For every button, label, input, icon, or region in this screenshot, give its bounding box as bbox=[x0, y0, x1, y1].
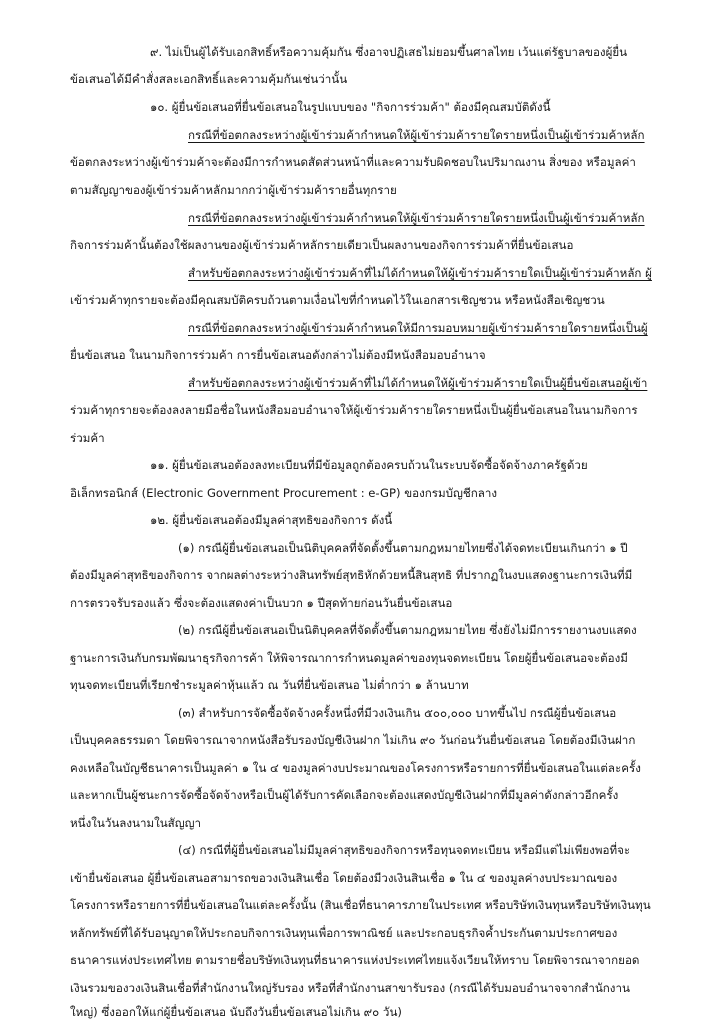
clause-12-item-4-line-6: เงินรวมของวงเงินสินเชื่อที่สำนักงานใหญ่รับรอง หรือที่สำนักงานสาขารับรอง (กรณีได้รับมอบอำนาจจากสำนักงาน bbox=[70, 981, 630, 995]
clause-9-line-2: ข้อเสนอได้มีคำสั่งสละเอกสิทธิ์และความคุ้มกันเช่นว่านั้น bbox=[70, 72, 348, 86]
clause-12-heading: ๑๒. ผู้ยื่นข้อเสนอต้องมีมูลค่าสุทธิของกิจการ ดังนี้ bbox=[150, 513, 393, 527]
clause-10-para-1-line-3: ตามสัญญาของผู้เข้าร่วมค้าหลักมากกว่าผู้เข้าร่วมค้ารายอื่นทุกราย bbox=[70, 183, 397, 197]
clause-9-line-1: ๙. ไม่เป็นผู้ได้รับเอกสิทธิ์หรือความคุ้มกัน ซึ่งอาจปฏิเสธไม่ยอมขึ้นศาลไทย เว้นแต่รัฐบาลของผู้ยื่น bbox=[150, 45, 628, 59]
clause-11-line-2: อิเล็กทรอนิกส์ (Electronic Government Procurement : e-GP) ของกรมบัญชีกลาง bbox=[70, 486, 498, 500]
clause-12-item-3-line-4: และหากเป็นผู้ชนะการจัดซื้อจัดจ้างหรือเป็นผู้ได้รับการคัดเลือกจะต้องแสดงบัญชีเงินฝากที่มีมูลค่าดังกล่าวอีกครั้ง bbox=[70, 788, 619, 802]
clause-12-item-1-line-3: การตรวจรับรองแล้ว ซึ่งจะต้องแสดงค่าเป็นบวก ๑ ปีสุดท้ายก่อนวันยื่นข้อเสนอ bbox=[70, 596, 453, 610]
clause-12-item-4-line-7: ใหญ่) ซึ่งออกให้แก่ผู้ยื่นข้อเสนอ นับถึงวันยื่นข้อเสนอไม่เกิน ๙๐ วัน) bbox=[70, 1005, 402, 1019]
clause-11-line-1: ๑๑. ผู้ยื่นข้อเสนอต้องลงทะเบียนที่มีข้อมูลถูกต้องครบถ้วนในระบบจัดซื้อจัดจ้างภาครัฐด้วย bbox=[150, 458, 588, 472]
clause-12-item-4-line-5: ธนาคารแห่งประเทศไทย ตามรายชื่อบริษัทเงินทุนที่ธนาคารแห่งประเทศไทยแจ้งเวียนให้ทราบ โดยพิจารณาจากยอด bbox=[70, 953, 640, 967]
clause-10-para-2-line-1: กรณีที่ข้อตกลงระหว่างผู้เข้าร่วมค้ากำหนดให้ผู้เข้าร่วมค้ารายใดรายหนึ่งเป็นผู้เข้าร่วมค้าหลัก bbox=[188, 211, 645, 225]
clause-10-para-4-line-1: กรณีที่ข้อตกลงระหว่างผู้เข้าร่วมค้ากำหนดให้มีการมอบหมายผู้เข้าร่วมค้ารายใดรายหนึ่งเป็นผู้ bbox=[188, 321, 648, 335]
clause-12-item-4-line-1: (๔) กรณีที่ผู้ยื่นข้อเสนอไม่มีมูลค่าสุทธิของกิจการหรือทุนจดทะเบียน หรือมีแต่ไม่เพียงพอที่จะ bbox=[178, 843, 631, 857]
clause-10-para-5-line-3: ร่วมค้า bbox=[70, 431, 105, 445]
clause-10-para-1-line-1: กรณีที่ข้อตกลงระหว่างผู้เข้าร่วมค้ากำหนดให้ผู้เข้าร่วมค้ารายใดรายหนึ่งเป็นผู้เข้าร่วมค้าหลัก bbox=[188, 128, 645, 142]
clause-10-para-2-line-2: กิจการร่วมค้านั้นต้องใช้ผลงานของผู้เข้าร่วมค้าหลักรายเดียวเป็นผลงานของกิจการร่วมค้าที่ยื่นข้อเสนอ bbox=[70, 238, 574, 252]
clause-10-para-5-line-2: ร่วมค้าทุกรายจะต้องลงลายมือชื่อในหนังสือมอบอำนาจให้ผู้เข้าร่วมค้ารายใดรายหนึ่งเป็นผู้ยื่นข้อเสนอในนามกิจการ bbox=[70, 403, 638, 417]
clause-12-item-2-line-2: ฐานะการเงินกับกรมพัฒนาธุรกิจการค้า ให้พิจารณาการกำหนดมูลค่าของทุนจดทะเบียน โดยผู้ยื่นข้อเสนอจะต้องมี bbox=[70, 651, 628, 665]
clause-12-item-4-line-2: เข้ายื่นข้อเสนอ ผู้ยื่นข้อเสนอสามารถขอวงเงินสินเชื่อ โดยต้องมีวงเงินสินเชื่อ ๑ ใน ๔ ของมูลค่างบประมาณของ bbox=[70, 871, 618, 885]
clause-10-para-3-line-1: สำหรับข้อตกลงระหว่างผู้เข้าร่วมค้าที่ไม่ได้กำหนดให้ผู้เข้าร่วมค้ารายใดเป็นผู้เข้าร่วมค้าหลัก ผู้ bbox=[188, 266, 652, 280]
clause-10-para-3-line-2: เข้าร่วมค้าทุกรายจะต้องมีคุณสมบัติครบถ้วนตามเงื่อนไขที่กำหนดไว้ในเอกสารเชิญชวน หรือหนังสือเชิญชวน bbox=[70, 293, 605, 307]
clause-10-para-4-line-2: ยื่นข้อเสนอ ในนามกิจการร่วมค้า การยื่นข้อเสนอดังกล่าวไม่ต้องมีหนังสือมอบอำนาจ bbox=[70, 348, 486, 362]
clause-12-item-3-line-3: คงเหลือในบัญชีธนาคารเป็นมูลค่า ๑ ใน ๔ ของมูลค่างบประมาณของโครงการหรือรายการที่ยื่นข้อเสนอในแต่ละครั้ง bbox=[70, 761, 641, 775]
clause-10-para-1-line-2: ข้อตกลงระหว่างผู้เข้าร่วมค้าจะต้องมีการกำหนดสัดส่วนหน้าที่และความรับผิดชอบในปริมาณงาน สิ่งของ หรือมูลค่า bbox=[70, 155, 636, 169]
clause-12-item-4-line-3: โครงการหรือรายการที่ยื่นข้อเสนอในแต่ละครั้งนั้น (สินเชื่อที่ธนาคารภายในประเทศ หรือบริษัทเงินทุนหรือบริษัทเงินทุน bbox=[70, 898, 651, 912]
clause-12-item-3-line-1: (๓) สำหรับการจัดซื้อจัดจ้างครั้งหนึ่งที่มีวงเงินเกิน ๕๐๐,๐๐๐ บาทขึ้นไป กรณีผู้ยื่นข้อเสนอ bbox=[178, 706, 617, 720]
clause-12-item-1-line-1: (๑) กรณีผู้ยื่นข้อเสนอเป็นนิติบุคคลที่จัดตั้งขึ้นตามกฎหมายไทยซึ่งได้จดทะเบียนเกินกว่า ๑ ปี bbox=[178, 541, 628, 555]
clause-12-item-2-line-1: (๒) กรณีผู้ยื่นข้อเสนอเป็นนิติบุคคลที่จัดตั้งขึ้นตามกฎหมายไทย ซึ่งยังไม่มีการรายงานงบแสดง bbox=[178, 623, 637, 637]
clause-10-heading: ๑๐. ผู้ยื่นข้อเสนอที่ยื่นข้อเสนอในรูปแบบของ "กิจการร่วมค้า" ต้องมีคุณสมบัติดังนี้ bbox=[150, 100, 551, 114]
clause-12-item-1-line-2: ต้องมีมูลค่าสุทธิของกิจการ จากผลต่างระหว่างสินทรัพย์สุทธิหักด้วยหนี้สินสุทธิ ที่ปรากฏในงบแสดงฐานะการเงินที่มี bbox=[70, 568, 633, 582]
clause-12-item-2-line-3: ทุนจดทะเบียนที่เรียกชำระมูลค่าหุ้นแล้ว ณ วันที่ยื่นข้อเสนอ ไม่ต่ำกว่า ๑ ล้านบาท bbox=[70, 678, 469, 692]
clause-10-para-5-line-1: สำหรับข้อตกลงระหว่างผู้เข้าร่วมค้าที่ไม่ได้กำหนดให้ผู้เข้าร่วมค้ารายใดเป็นผู้ยื่นข้อเสนอผู้เข้า bbox=[188, 376, 648, 390]
clause-12-item-3-line-2: เป็นบุคคลธรรมดา โดยพิจารณาจากหนังสือรับรองบัญชีเงินฝาก ไม่เกิน ๙๐ วันก่อนวันยื่นข้อเสนอ โดยต้องมีเงินฝาก bbox=[70, 733, 636, 747]
clause-12-item-3-line-5: หนึ่งในวันลงนามในสัญญา bbox=[70, 816, 202, 830]
clause-12-item-4-line-4: หลักทรัพย์ที่ได้รับอนุญาตให้ประกอบกิจการเงินทุนเพื่อการพาณิชย์ และประกอบธุรกิจค้ำประกันตามประกาศของ bbox=[70, 926, 618, 940]
